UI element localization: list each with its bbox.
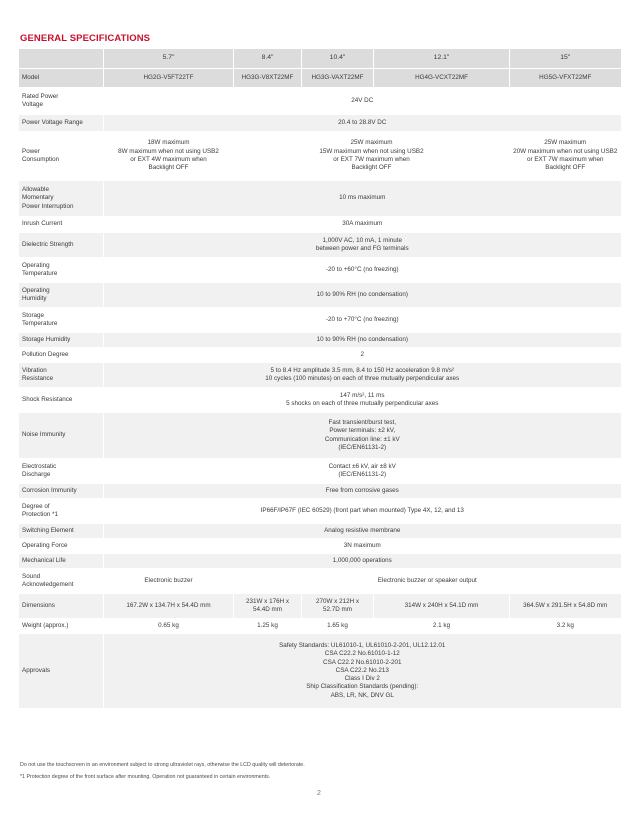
row-value: 231W x 176H x 54.4D mm	[234, 594, 302, 619]
section-title: GENERAL SPECIFICATIONS	[20, 33, 151, 44]
row-label: Pollution Degree	[19, 348, 104, 363]
row-label: Allowable Momentary Power Interruption	[19, 181, 104, 217]
spec-row-rated-power-voltage	[19, 88, 621, 115]
size-header: 10.4"	[302, 49, 374, 69]
row-label: Dielectric Strength	[19, 233, 104, 258]
spec-row-sound-acknowledgement	[19, 569, 621, 594]
footnote: *1 Protection degree of the front surface after mounting. Operation not guaranteed in certain environments.	[20, 774, 271, 780]
row-value: 3.2 kg	[510, 619, 621, 634]
row-value: 10 ms maximum	[104, 181, 621, 217]
size-header-row	[19, 49, 621, 69]
spec-row-inrush-current	[19, 217, 621, 233]
row-value: 1,000V AC, 10 mA, 1 minute between power and FG terminals	[104, 233, 621, 258]
spec-row-pollution-degree	[19, 348, 621, 363]
spec-row-approvals	[19, 634, 621, 709]
size-header: 5.7"	[104, 49, 234, 69]
row-value: 10 to 90% RH (no condensation)	[104, 333, 621, 348]
row-value: 314W x 240H x 54.1D mm	[374, 594, 510, 619]
row-value: 1.25 kg	[234, 619, 302, 634]
row-value: 3N maximum	[104, 539, 621, 554]
row-label: Power Voltage Range	[19, 115, 104, 132]
footnote: Do not use the touchscreen in an environment subject to strong ultraviolet rays, otherwise the LCD quality will deteriorate.	[20, 762, 305, 768]
spec-row-vibration-resistance	[19, 363, 621, 388]
size-header: 12.1"	[374, 49, 510, 69]
row-label: Weight (approx.)	[19, 619, 104, 634]
size-header: 15"	[510, 49, 621, 69]
row-value: 0.65 kg	[104, 619, 234, 634]
row-label: Electrostatic Discharge	[19, 459, 104, 484]
row-value: 147 m/s², 11 ms 5 shocks on each of three mutually perpendicular axes	[104, 388, 621, 413]
model-number: HG2G-V5FT22TF	[104, 69, 234, 88]
spec-row-storage-humidity	[19, 333, 621, 348]
specifications-table	[18, 49, 621, 709]
spec-row-operating-temperature	[19, 258, 621, 283]
row-label: Operating Humidity	[19, 283, 104, 308]
row-label: Approvals	[19, 634, 104, 709]
spec-row-corrosion-immunity	[19, 484, 621, 499]
row-label: Storage Humidity	[19, 333, 104, 348]
spec-row-dimensions	[19, 594, 621, 619]
row-value: 364.5W x 291.5H x 54.8D mm	[510, 594, 621, 619]
row-label: Switching Element	[19, 524, 104, 539]
spec-row-storage-temperature	[19, 308, 621, 333]
row-label: Rated Power Voltage	[19, 88, 104, 115]
row-label: Corrosion Immunity	[19, 484, 104, 499]
row-label: Vibration Resistance	[19, 363, 104, 388]
row-value: 2.1 kg	[374, 619, 510, 634]
row-value: Analog resistive membrane	[104, 524, 621, 539]
row-value: 1.65 kg	[302, 619, 374, 634]
row-label: Dimensions	[19, 594, 104, 619]
model-number: HG4G-VCXT22MF	[374, 69, 510, 88]
spec-row-operating-force	[19, 539, 621, 554]
row-label: Model	[19, 69, 104, 88]
row-value: -20 to +70°C (no freezing)	[104, 308, 621, 333]
row-value: Electronic buzzer or speaker output	[234, 569, 621, 594]
model-number: HG3G-VAXT22MF	[302, 69, 374, 88]
row-value: IP66F/IP67F (IEC 60529) (front part when mounted) Type 4X, 12, and 13	[104, 499, 621, 524]
row-label: Inrush Current	[19, 217, 104, 233]
spec-row-switching-element	[19, 524, 621, 539]
row-value: 2	[104, 348, 621, 363]
row-value: 30A maximum	[104, 217, 621, 233]
spec-row-degree-of-protection	[19, 499, 621, 524]
row-value: 5 to 8.4 Hz amplitude 3.5 mm, 8.4 to 150 Hz acceleration 9.8 m/s² 10 cycles (100 minutes) on each of three mutually perpendicular axes	[104, 363, 621, 388]
row-value: Free from corrosive gases	[104, 484, 621, 499]
row-value: 25W maximum 15W maximum when not using USB2 or EXT 7W maximum when Backlight OFF	[234, 132, 510, 181]
row-value: Safety Standards: UL61010-1, UL61010-2-201, UL12.12.01 CSA C22.2 No.61010-1-12 CSA C22.2 No.61010-2-201 CSA C22.2 No.213 Class I Div 2 Ship Classification Standards (pending): ABS, LR, NK, DNV GL	[104, 634, 621, 709]
row-value: 10 to 90% RH (no condensation)	[104, 283, 621, 308]
spec-row-mechanical-life	[19, 554, 621, 569]
row-label: Mechanical Life	[19, 554, 104, 569]
page-number: 2	[317, 790, 321, 797]
row-label: Noise Immunity	[19, 413, 104, 459]
spec-row-electrostatic-discharge	[19, 459, 621, 484]
row-value: 24V DC	[104, 88, 621, 115]
row-value: Fast transient/burst test, Power terminals: ±2 kV, Communication line: ±1 kV (IEC/EN61131-2)	[104, 413, 621, 459]
row-value: 167.2W x 134.7H x 54.4D mm	[104, 594, 234, 619]
row-value: Electronic buzzer	[104, 569, 234, 594]
row-value: 20.4 to 28.8V DC	[104, 115, 621, 132]
row-value: 1,000,000 operations	[104, 554, 621, 569]
row-value: Contact ±6 kV, air ±8 kV (IEC/EN61131-2)	[104, 459, 621, 484]
spec-row-operating-humidity	[19, 283, 621, 308]
spec-row-allowable-interruption	[19, 181, 621, 217]
row-label: Sound Acknowledgement	[19, 569, 104, 594]
spec-row-dielectric-strength	[19, 233, 621, 258]
spec-row-weight	[19, 619, 621, 634]
row-label: Shock Resistance	[19, 388, 104, 413]
size-header: 8.4"	[234, 49, 302, 69]
row-value: -20 to +60°C (no freezing)	[104, 258, 621, 283]
row-label: Degree of Protection *1	[19, 499, 104, 524]
spec-row-power-voltage-range	[19, 115, 621, 132]
spec-row-shock-resistance	[19, 388, 621, 413]
row-label: Storage Temperature	[19, 308, 104, 333]
row-value: 18W maximum 8W maximum when not using USB2 or EXT 4W maximum when Backlight OFF	[104, 132, 234, 181]
row-value: 25W maximum 20W maximum when not using USB2 or EXT 7W maximum when Backlight OFF	[510, 132, 621, 181]
model-row	[19, 69, 621, 88]
row-value: 270W x 212H x 52.7D mm	[302, 594, 374, 619]
model-number: HG5G-VFXT22MF	[510, 69, 621, 88]
spec-row-noise-immunity	[19, 413, 621, 459]
row-label: Operating Temperature	[19, 258, 104, 283]
row-label: Operating Force	[19, 539, 104, 554]
spec-row-power-consumption	[19, 132, 621, 181]
model-number: HG3G-V8XT22MF	[234, 69, 302, 88]
row-label: Power Consumption	[19, 132, 104, 181]
